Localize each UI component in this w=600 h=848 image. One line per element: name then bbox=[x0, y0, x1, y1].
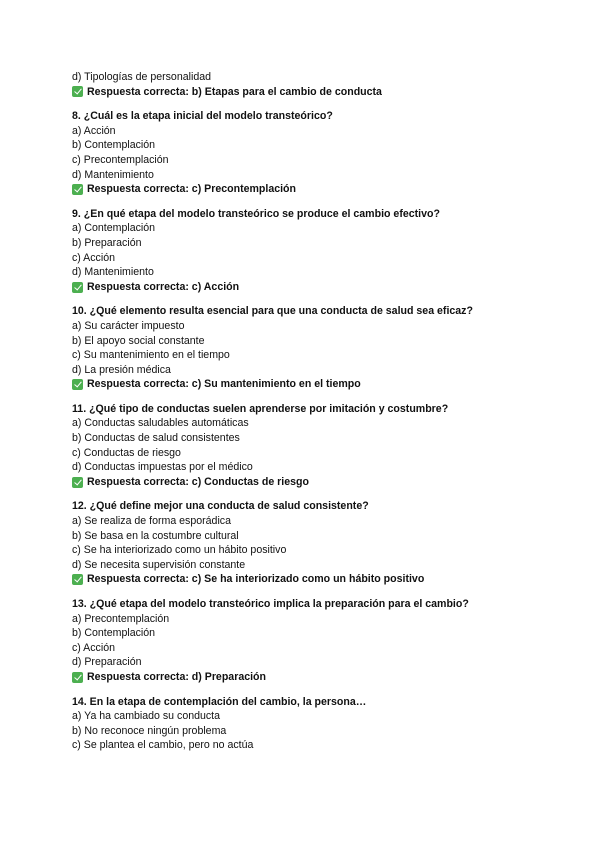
correct-answer bbox=[72, 85, 532, 100]
question-text: 10. ¿Qué elemento resulta esencial para que una conducta de salud sea eficaz? bbox=[72, 305, 473, 318]
correct-answer-text: Respuesta correcta: c) Precontemplación bbox=[87, 183, 297, 196]
check-mark-icon bbox=[72, 672, 83, 683]
correct-answer bbox=[72, 182, 532, 197]
correct-answer-text: Respuesta correcta: c) Su mantenimiento en el tiempo bbox=[87, 378, 361, 391]
option-text: d) Conductas impuestas por el médico bbox=[72, 461, 253, 474]
check-mark-icon bbox=[72, 86, 83, 97]
question-text: 14. En la etapa de contemplación del cambio, la persona… bbox=[72, 695, 367, 708]
option-text: c) Acción bbox=[72, 641, 115, 654]
option-text: c) Se plantea el cambio, pero no actúa bbox=[72, 739, 254, 752]
question-text: 11. ¿Qué tipo de conductas suelen aprenderse por imitación y costumbre? bbox=[72, 402, 449, 415]
option-text: a) Se realiza de forma esporádica bbox=[72, 515, 231, 528]
correct-answer-text: Respuesta correcta: b) Etapas para el cambio de conducta bbox=[87, 85, 382, 98]
option-text: d) Se necesita supervisión constante bbox=[72, 558, 246, 571]
question-block bbox=[72, 695, 532, 753]
option-text: d) Preparación bbox=[72, 656, 142, 669]
correct-answer bbox=[72, 377, 532, 392]
option-text: a) Precontemplación bbox=[72, 612, 170, 625]
question-text: 8. ¿Cuál es la etapa inicial del modelo transteórico? bbox=[72, 110, 333, 123]
option-text: a) Acción bbox=[72, 124, 116, 137]
option-text: d) Mantenimiento bbox=[72, 168, 154, 181]
question-text: 12. ¿Qué define mejor una conducta de salud consistente? bbox=[72, 500, 369, 513]
question-text: 13. ¿Qué etapa del modelo transteórico implica la preparación para el cambio? bbox=[72, 598, 469, 610]
option-text: d) Tipologías de personalidad bbox=[72, 71, 211, 83]
question-block bbox=[72, 402, 532, 490]
correct-answer bbox=[72, 475, 532, 490]
option-text: c) Acción bbox=[72, 251, 115, 264]
option-text: b) Contemplación bbox=[72, 139, 156, 152]
option-text: c) Su mantenimiento en el tiempo bbox=[72, 349, 230, 362]
lead-block bbox=[72, 70, 532, 99]
document-page bbox=[72, 70, 532, 753]
option-text: d) Mantenimiento bbox=[72, 266, 154, 279]
option-text: b) Preparación bbox=[72, 236, 142, 249]
option-text: d) La presión médica bbox=[72, 363, 171, 376]
question-block bbox=[72, 597, 532, 685]
check-mark-icon bbox=[72, 184, 83, 195]
option-text: a) Su carácter impuesto bbox=[72, 319, 185, 332]
question-block bbox=[72, 109, 532, 197]
question-block bbox=[72, 499, 532, 587]
option-text: a) Conductas saludables automáticas bbox=[72, 417, 249, 430]
question-text: 9. ¿En qué etapa del modelo transteórico se produce el cambio efectivo? bbox=[72, 207, 440, 220]
correct-answer bbox=[72, 572, 532, 587]
correct-answer-text: Respuesta correcta: c) Acción bbox=[87, 280, 240, 293]
correct-answer bbox=[72, 280, 532, 295]
correct-answer-text: Respuesta correcta: c) Conductas de riesgo bbox=[87, 475, 309, 488]
correct-answer-text: Respuesta correcta: c) Se ha interiorizado como un hábito positivo bbox=[87, 573, 425, 586]
check-mark-icon bbox=[72, 379, 83, 390]
correct-answer bbox=[72, 670, 532, 685]
check-mark-icon bbox=[72, 477, 83, 488]
question-block bbox=[72, 304, 532, 392]
question-block bbox=[72, 207, 532, 295]
check-mark-icon bbox=[72, 574, 83, 585]
correct-answer-text: Respuesta correcta: d) Preparación bbox=[87, 670, 266, 683]
check-mark-icon bbox=[72, 282, 83, 293]
option-text: a) Contemplación bbox=[72, 222, 156, 235]
option-text: b) Contemplación bbox=[72, 627, 156, 640]
option-text: c) Se ha interiorizado como un hábito positivo bbox=[72, 544, 287, 557]
option-text: c) Conductas de riesgo bbox=[72, 446, 181, 459]
option-text: b) No reconoce ningún problema bbox=[72, 724, 227, 737]
option-text: b) Conductas de salud consistentes bbox=[72, 432, 240, 445]
option-text: c) Precontemplación bbox=[72, 153, 169, 166]
option-text: b) Se basa en la costumbre cultural bbox=[72, 529, 239, 542]
option-text: b) El apoyo social constante bbox=[72, 334, 205, 347]
option-text: a) Ya ha cambiado su conducta bbox=[72, 710, 221, 723]
